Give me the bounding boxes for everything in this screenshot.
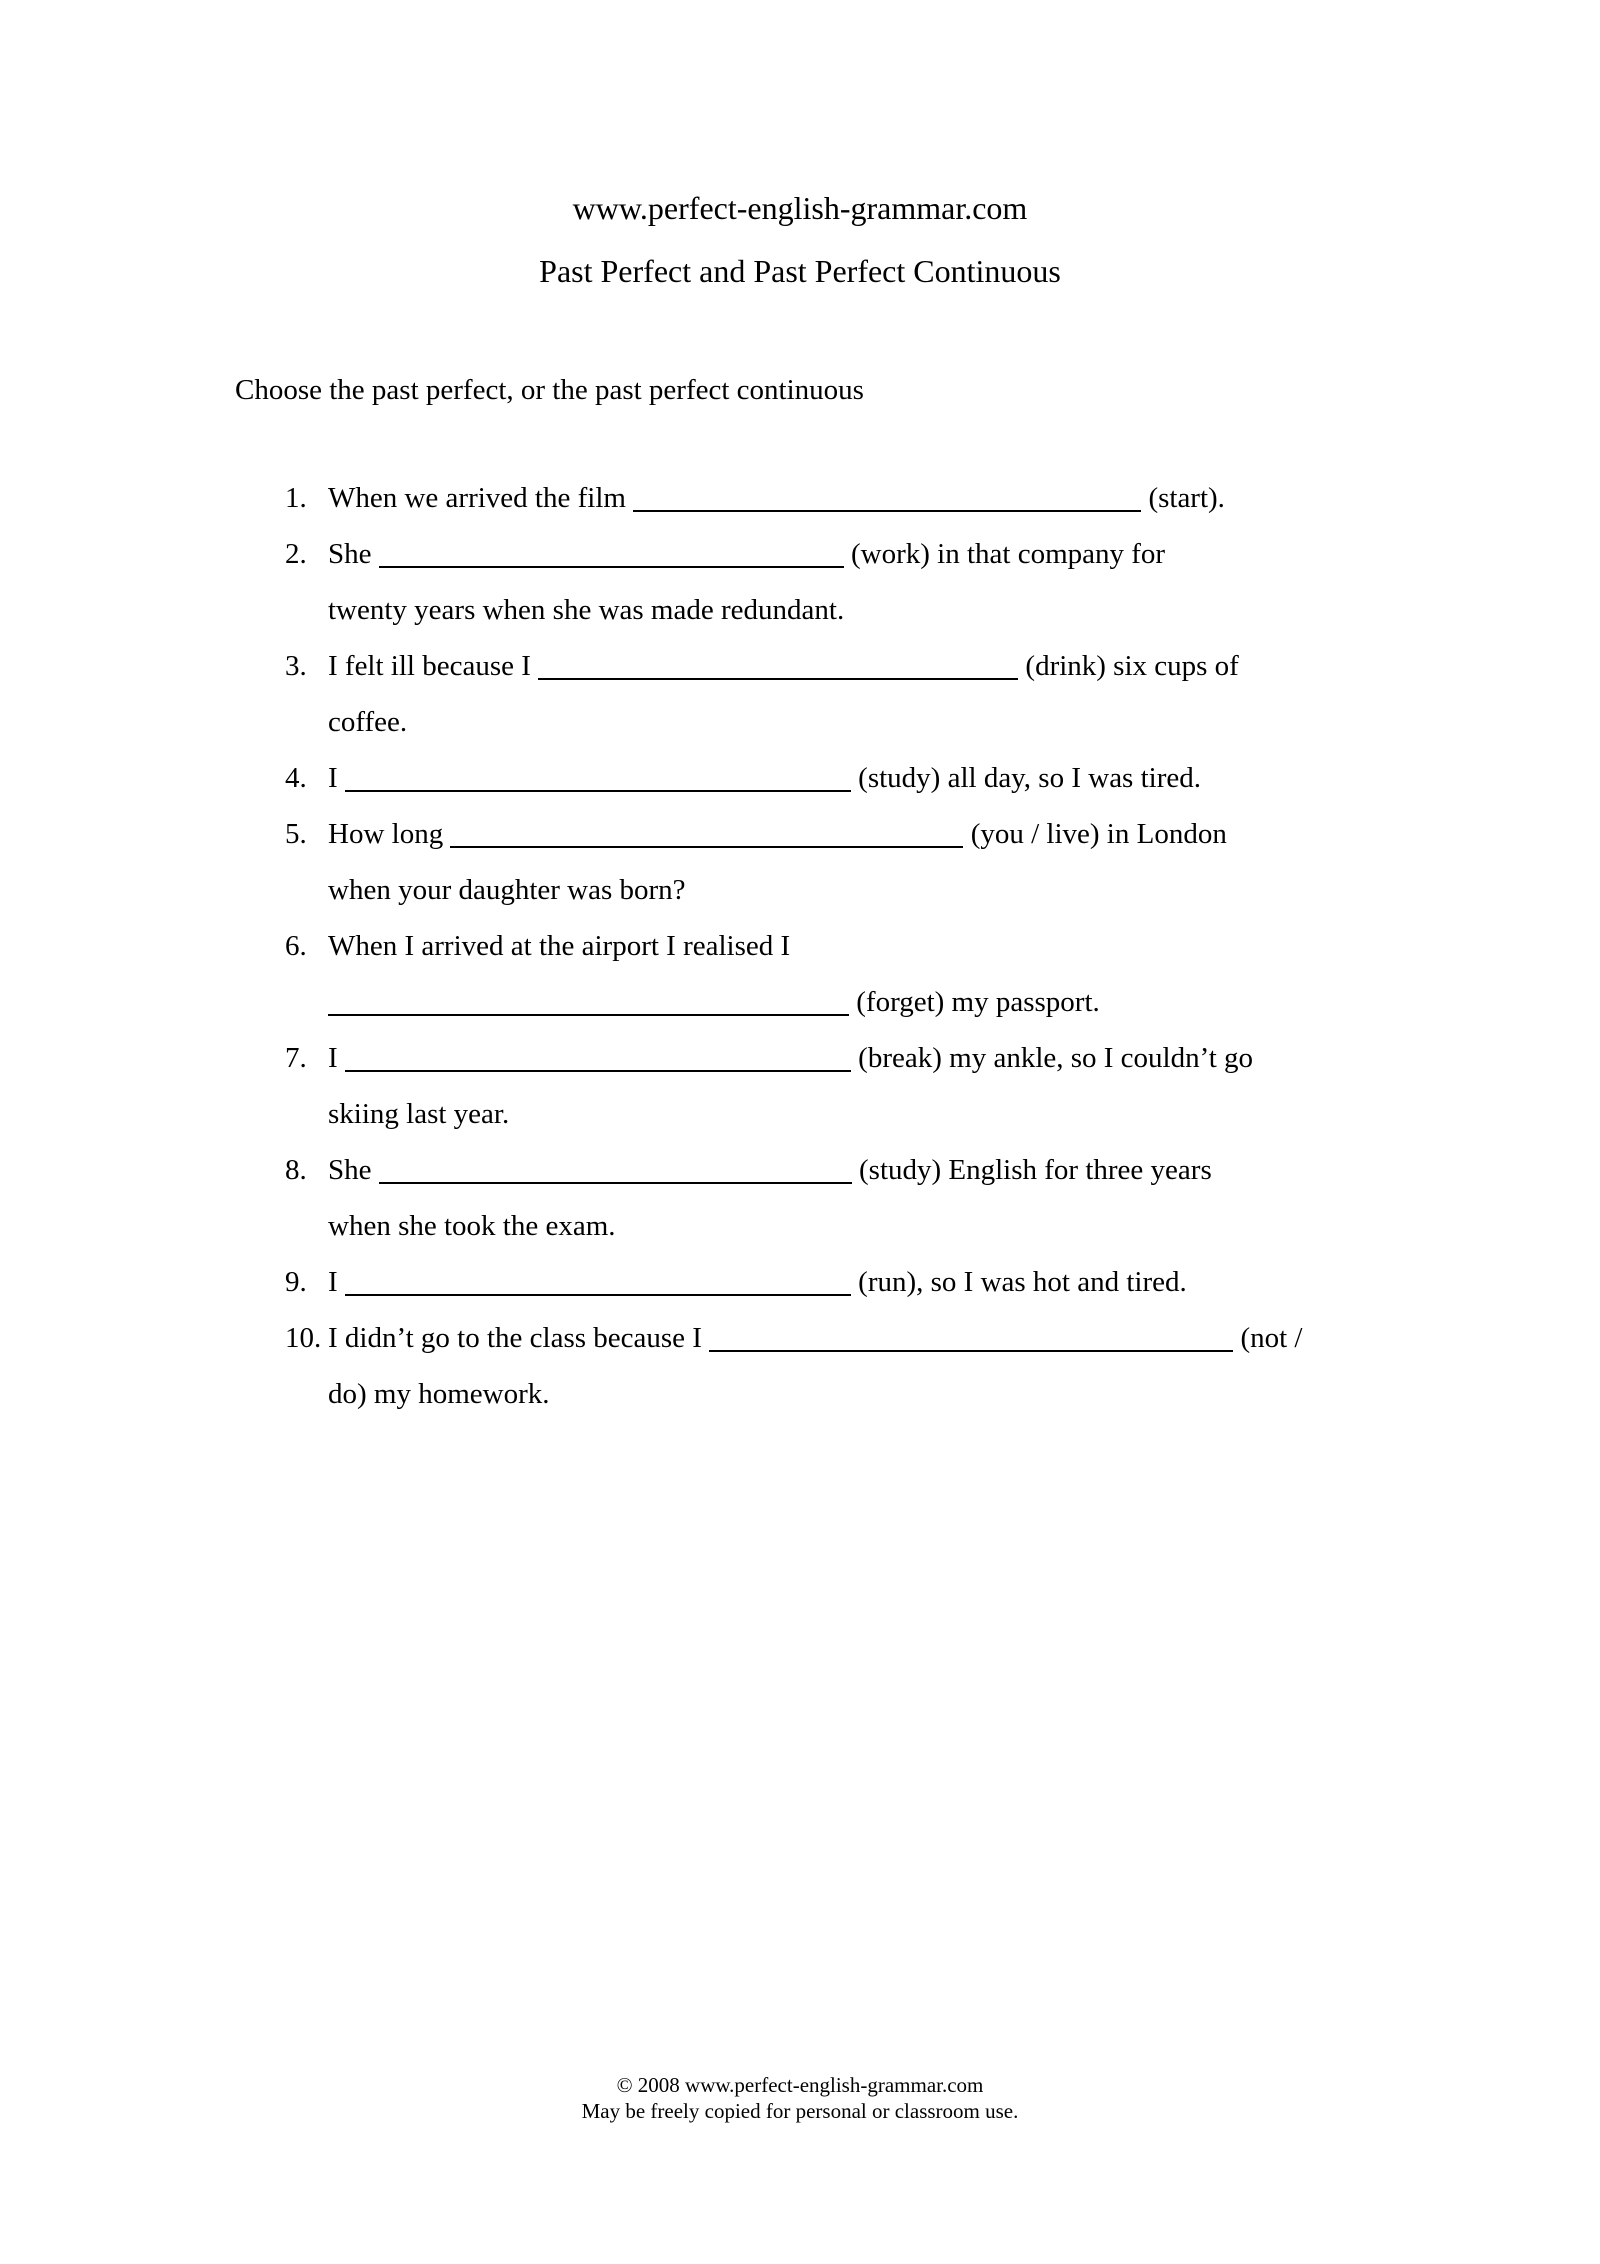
answer-blank (633, 510, 1141, 512)
footer-copyright: © 2008 www.perfect-english-grammar.com (616, 2073, 984, 2097)
question-continuation-line (285, 582, 1535, 638)
question-text: (not / (1233, 1322, 1303, 1354)
question-number: 9. (285, 1266, 307, 1298)
answer-blank (450, 846, 963, 848)
question-text: when your daughter was born? (328, 874, 686, 906)
question-line (285, 526, 1535, 582)
question-text: (work) in that company for (843, 538, 1166, 570)
question-continuation-line (285, 974, 1535, 1030)
question-continuation-line (285, 694, 1535, 750)
question-number: 2. (285, 538, 307, 570)
question-text: (run), so I was hot and tired. (850, 1266, 1187, 1298)
question-text: I (328, 762, 345, 794)
question-number: 8. (285, 1154, 307, 1186)
answer-blank (379, 566, 844, 568)
question-text: She (328, 538, 379, 570)
question-text: (start). (1141, 482, 1225, 514)
question-text: I felt ill because I (328, 650, 539, 682)
question-number: 1. (285, 482, 307, 514)
site-url: www.perfect-english-grammar.com (572, 190, 1028, 226)
question-text: She (328, 1154, 379, 1186)
answer-blank (709, 1350, 1233, 1352)
question-number: 3. (285, 650, 307, 682)
answer-blank (345, 1294, 851, 1296)
footer-license: May be freely copied for personal or classroom use. (581, 2099, 1019, 2123)
footer (0, 2072, 1600, 2124)
question-text: I (328, 1042, 345, 1074)
answer-blank (538, 678, 1018, 680)
question-text: How long (328, 818, 451, 850)
question-number: 4. (285, 762, 307, 794)
question-text: I (328, 1266, 345, 1298)
question-continuation-line (285, 862, 1535, 918)
question-text: skiing last year. (328, 1098, 510, 1130)
question-text: (you / live) in London (963, 818, 1227, 850)
question-line (285, 638, 1535, 694)
question-text: When I arrived at the airport I realised I (328, 930, 791, 962)
question-line (285, 918, 1535, 974)
question-text: twenty years when she was made redundant. (328, 594, 845, 626)
answer-blank (345, 790, 851, 792)
question-continuation-line (285, 1198, 1535, 1254)
question-line (285, 806, 1535, 862)
question-line (285, 1030, 1535, 1086)
question-line (285, 750, 1535, 806)
page-title: Past Perfect and Past Perfect Continuous (539, 253, 1061, 289)
question-number: 7. (285, 1042, 307, 1074)
instruction-text: Choose the past perfect, or the past perfect continuous (235, 374, 864, 406)
question-continuation-line (285, 1366, 1535, 1422)
question-list (285, 470, 1535, 1422)
question-text: when she took the exam. (328, 1210, 616, 1242)
question-line (285, 1310, 1535, 1366)
answer-blank (379, 1182, 852, 1184)
question-number: 5. (285, 818, 307, 850)
question-text: When we arrived the film (328, 482, 634, 514)
question-text: I didn’t go to the class because I (328, 1322, 710, 1354)
question-line (285, 1142, 1535, 1198)
question-line (285, 470, 1535, 526)
question-continuation-line (285, 1086, 1535, 1142)
question-text: (study) all day, so I was tired. (850, 762, 1201, 794)
question-line (285, 1254, 1535, 1310)
question-text: (drink) six cups of (1018, 650, 1239, 682)
question-text: do) my homework. (328, 1378, 550, 1410)
answer-blank (345, 1070, 851, 1072)
question-text: coffee. (328, 706, 408, 738)
answer-blank (328, 1014, 849, 1016)
question-text: (forget) my passport. (849, 986, 1100, 1018)
question-number: 6. (285, 930, 307, 962)
question-text: (break) my ankle, so I couldn’t go (850, 1042, 1254, 1074)
question-number: 10. (285, 1322, 322, 1354)
question-text: (study) English for three years (851, 1154, 1212, 1186)
